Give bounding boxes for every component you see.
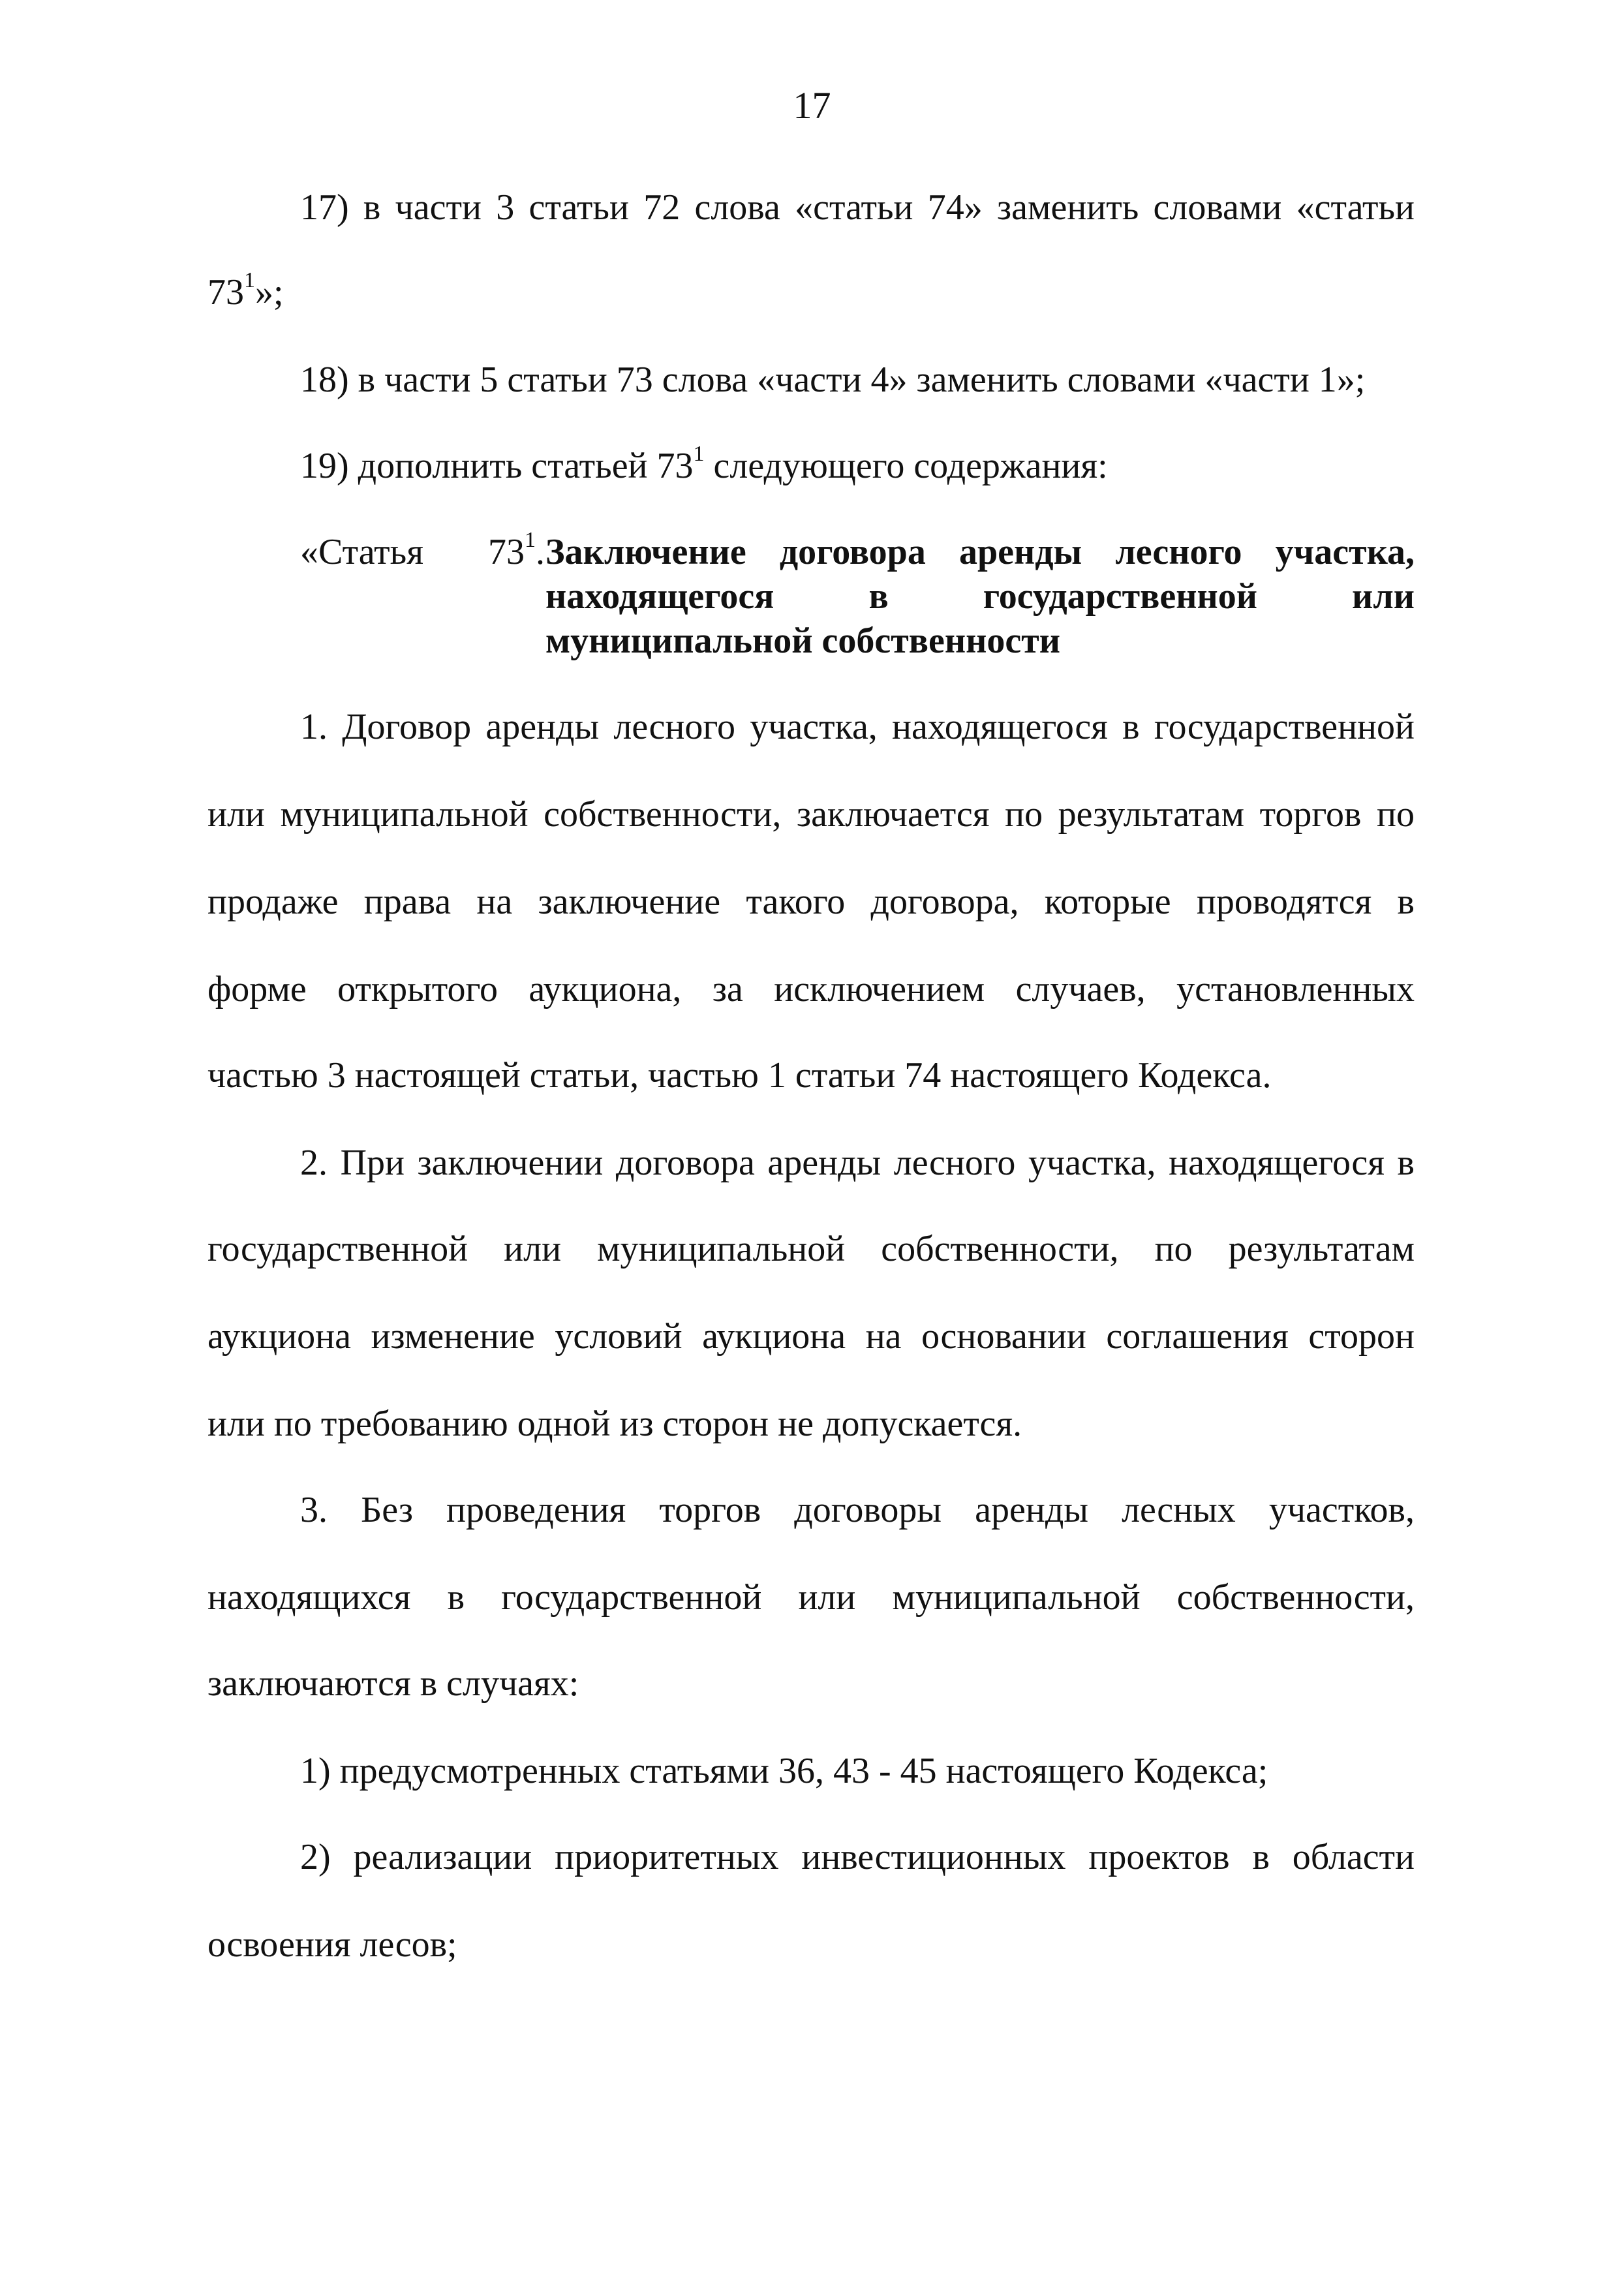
item-19 [300,442,1108,486]
paragraph-2-line: аукциона изменение условий аукциона на основании соглашения сторон [207,1316,1415,1357]
paragraph-3-line: 3. Без проведения торгов договоры аренды лесных участков, [300,1490,1415,1530]
article-prefix-dot: . [536,532,545,572]
article-title-line-3: муниципальной собственности [545,621,1061,661]
paragraph-1-line: частью 3 настоящей статьи, частью 1 статьи 74 настоящего Кодекса. [207,1055,1272,1096]
article-title-line-1: Заключение договора аренды лесного участка, [545,532,1415,572]
article-prefix-text: «Статья 73 [300,532,525,572]
paragraph-2-line: или по требованию одной из сторон не допускается. [207,1404,1022,1444]
item-17-line-2 [207,268,284,313]
item-19-text: 19) дополнить статьей 73 [300,446,694,486]
article-prefix [300,528,545,572]
paragraph-2-line: государственной или муниципальной собственности, по результатам [207,1229,1415,1269]
item-17-line-1: 17) в части 3 статьи 72 слова «статьи 74» заменить словами «статьи [300,187,1415,228]
article-prefix-superscript: 1 [525,528,536,552]
paragraph-3-line: заключаются в случаях: [207,1663,579,1704]
item-17-superscript: 1 [244,268,255,292]
item-19-tail: следующего содержания: [704,446,1108,486]
article-title-line-2: находящегося в государственной или [545,576,1415,617]
page-number: 17 [793,84,831,127]
subitem-2-line: 2) реализации приоритетных инвестиционных проектов в области [300,1837,1415,1877]
item-18: 18) в части 5 статьи 73 слова «части 4» заменить словами «части 1»; [300,360,1366,400]
paragraph-3-line: находящихся в государственной или муниципальной собственности, [207,1577,1415,1618]
subitem-1: 1) предусмотренных статьями 36, 43 - 45 настоящего Кодекса; [300,1751,1268,1791]
paragraph-1-line: форме открытого аукциона, за исключением случаев, установленных [207,969,1415,1009]
item-17-number: 73 [207,272,244,313]
paragraph-1-line: или муниципальной собственности, заключается по результатам торгов по [207,794,1415,835]
paragraph-2-line: 2. При заключении договора аренды лесного участка, находящегося в [300,1143,1415,1183]
paragraph-1-line: продаже права на заключение такого договора, которые проводятся в [207,882,1415,922]
item-17-tail: »; [255,272,284,313]
item-19-superscript: 1 [693,442,705,466]
subitem-2-line: освоения лесов; [207,1924,457,1965]
paragraph-1-line: 1. Договор аренды лесного участка, находящегося в государственной [300,707,1415,747]
